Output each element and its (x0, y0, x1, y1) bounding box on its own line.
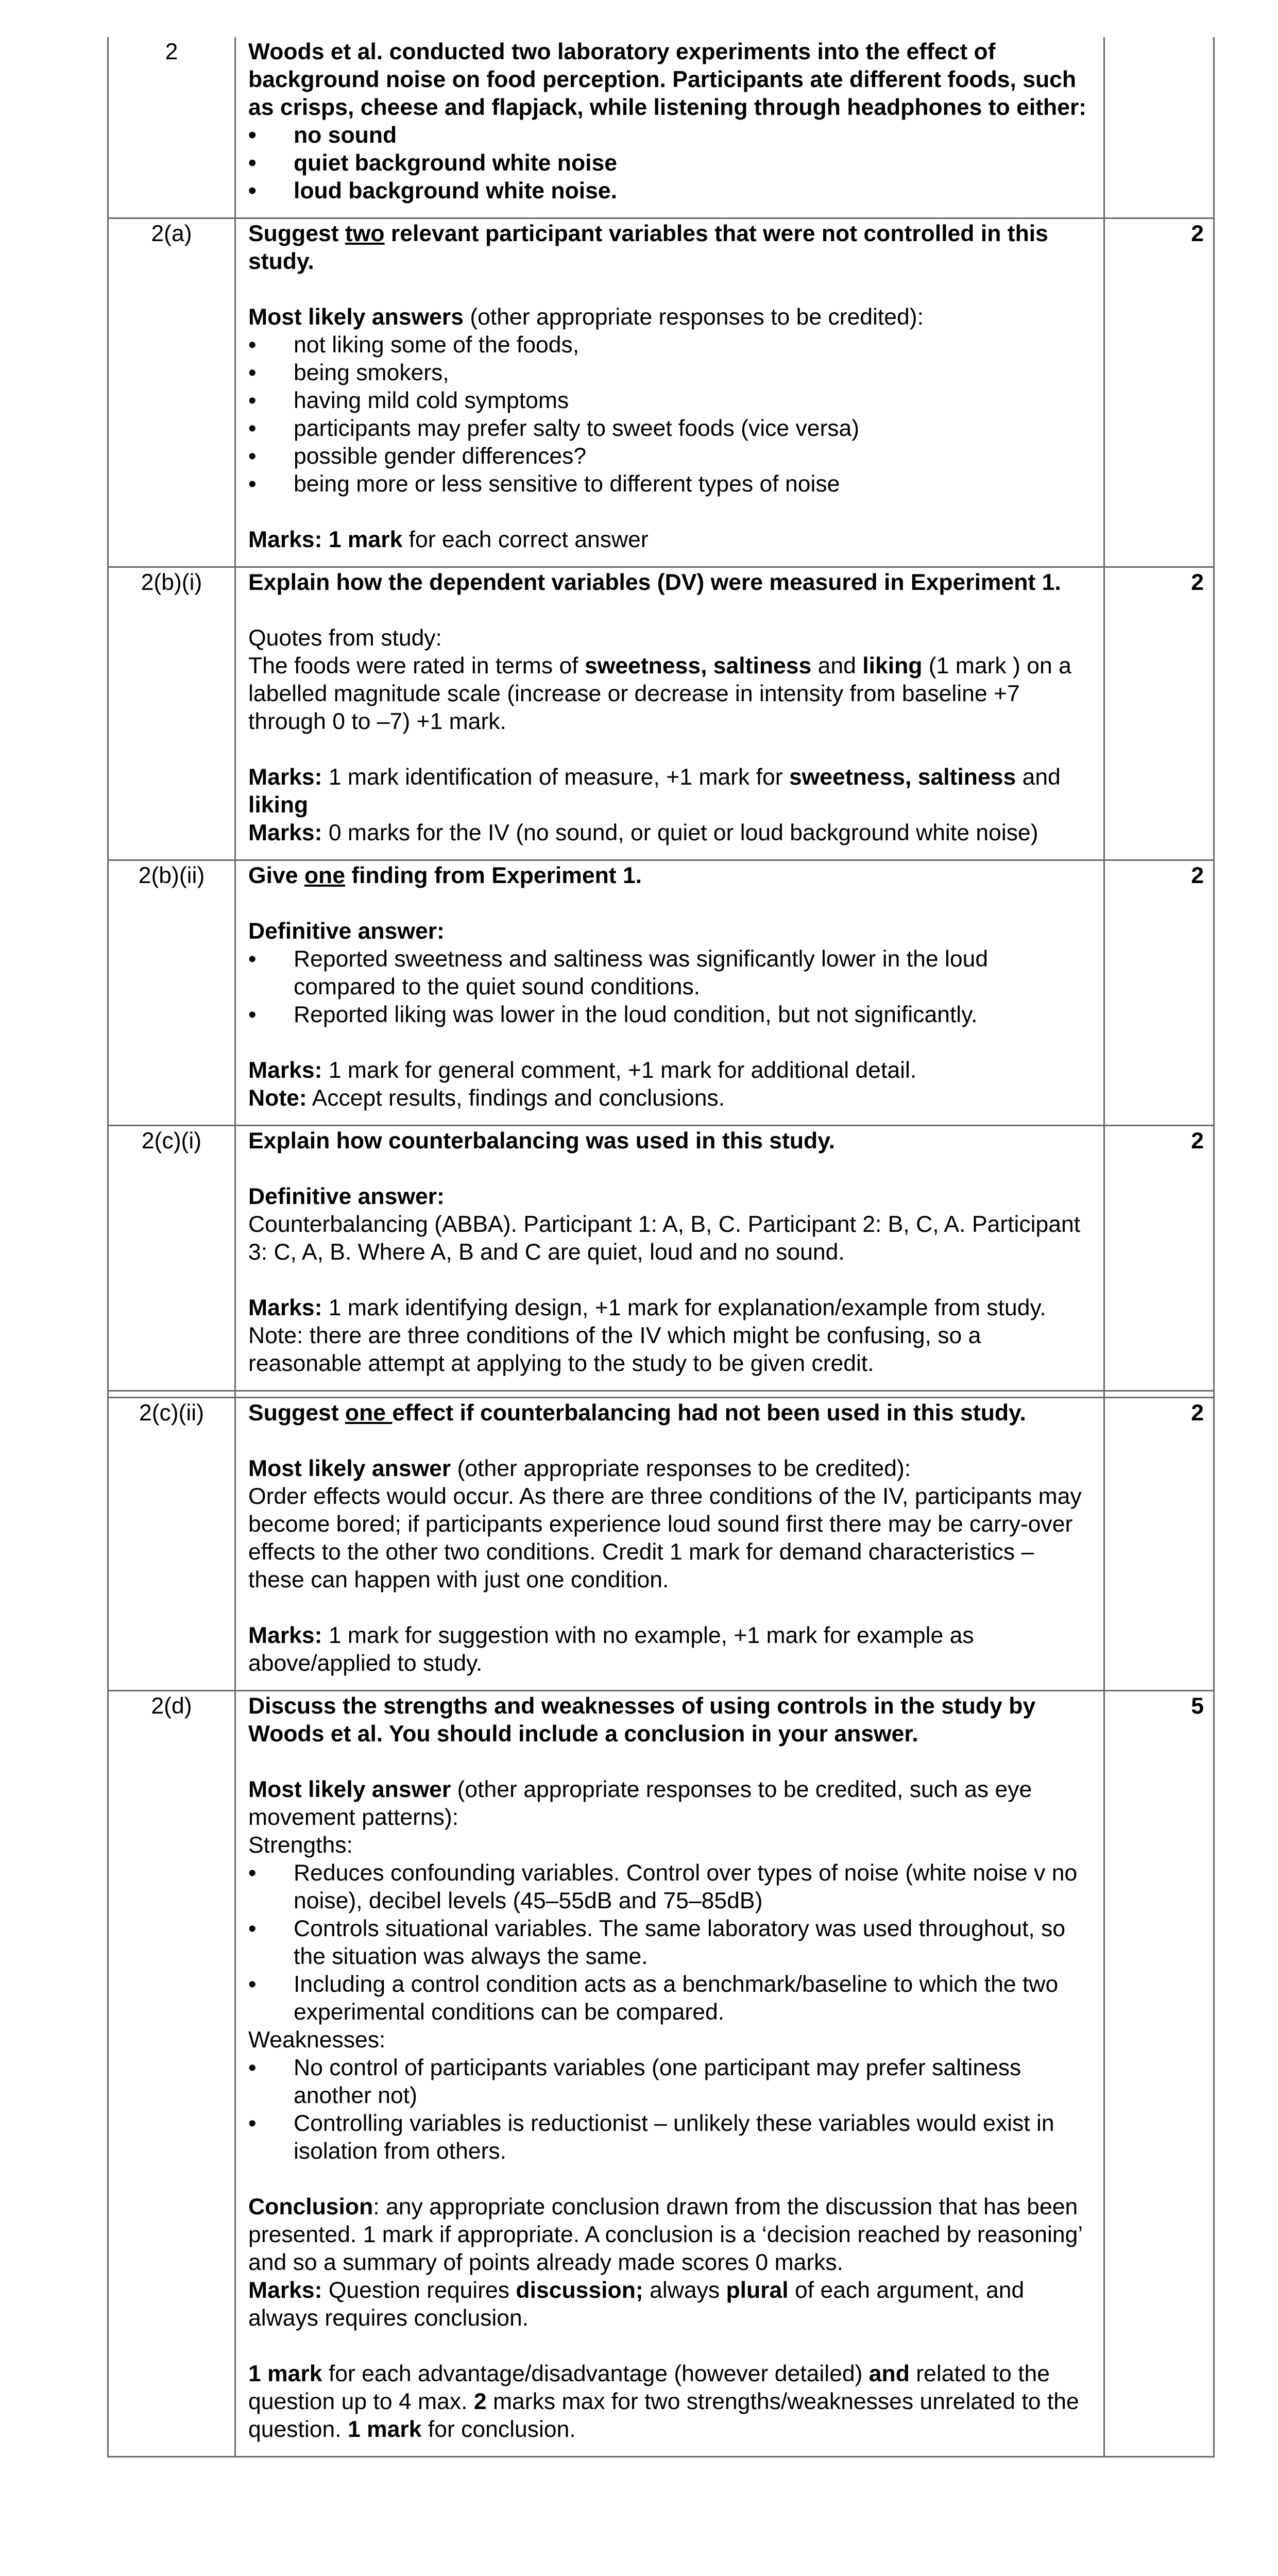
question-number: 2(d) (108, 1691, 235, 2457)
marks-guidance: Marks: 1 mark for suggestion with no example, +1 mark for example as above/applied to study. (248, 1623, 974, 1676)
question-content (235, 1126, 1104, 1391)
note-text: Note: Accept results, findings and conclusions. (248, 1086, 725, 1111)
table-row (108, 1691, 1214, 2457)
question-content (235, 37, 1104, 218)
marks-cell: 2 (1104, 1126, 1214, 1391)
marks-guidance: Marks: 1 mark identification of measure, +1 mark for sweetness, saltiness and liking (248, 765, 1061, 818)
question-content (235, 860, 1104, 1126)
marks-cell: 5 (1104, 1691, 1214, 2457)
strengths-list (248, 1859, 1091, 2026)
table-row (108, 37, 1214, 218)
quote-text: The foods were rated in terms of sweetness, saltiness and liking (1 mark ) on a labelled magnitude scale (increase or decrease in intensity from baseline +7 through 0 to –7) +1 mark. (248, 653, 1071, 734)
table-row (108, 860, 1214, 1126)
marks-guidance: Marks: Question requires discussion; always plural of each argument, and always requires conclusion. (248, 2278, 1025, 2331)
question-content (235, 567, 1104, 860)
marks-guidance: Marks: 0 marks for the IV (no sound, or quiet or loud background white noise) (248, 820, 1038, 845)
table-divider (108, 1391, 1214, 1398)
list-item: • Reported liking was lower in the loud condition, but not significantly. (248, 1002, 978, 1027)
table-row (108, 567, 1214, 860)
question-number: 2(b)(ii) (108, 860, 235, 1126)
marks-cell (1104, 37, 1214, 218)
list-item: • no sound (248, 123, 397, 148)
quotes-label: Quotes from study: (248, 625, 442, 651)
list-item: • having mild cold symptoms (248, 388, 569, 413)
list-item: • Reported sweetness and saltiness was significantly lower in the loud compared to the quiet sound conditions. (248, 946, 989, 999)
table-row (108, 1126, 1214, 1391)
marks-guidance: Marks: 1 mark identifying design, +1 mark for explanation/example from study. (248, 1295, 1046, 1320)
question-number: 2(c)(ii) (108, 1398, 235, 1691)
answer-heading: Definitive answer: (248, 919, 445, 944)
answer-heading: Most likely answer (other appropriate responses to be credited, such as eye movement patterns): (248, 1777, 1032, 1830)
marks-guidance: Marks: 1 mark for general comment, +1 mark for additional detail. (248, 1058, 917, 1083)
note-text: Note: there are three conditions of the IV which might be confusing, so a reasonable attempt at applying to the study to be given credit. (248, 1323, 981, 1376)
list-item: • possible gender differences? (248, 444, 587, 469)
question-text: Explain how the dependent variables (DV) were measured in Experiment 1. (248, 570, 1061, 595)
table-row (108, 218, 1214, 567)
answer-text: Order effects would occur. As there are three conditions of the IV, participants may become bored; if participants experience loud sound first there may be carry-over effects to the other two conditions. Credit 1 mark for demand characteristics – these can happen with just one condition. (248, 1484, 1082, 1592)
question-content (235, 218, 1104, 567)
list-item: • No control of participants variables (one participant may prefer saltiness another not) (248, 2055, 1021, 2108)
answer-list (248, 945, 1091, 1029)
answer-heading: Definitive answer: (248, 1184, 445, 1209)
table-row (108, 1398, 1214, 1691)
question-text: Woods et al. conducted two laboratory experiments into the effect of background noise on food perception. Participants ate different foods, such as crisps, cheese and flapjack, while listening through headphones to either: (248, 39, 1087, 120)
question-text: Explain how counterbalancing was used in this study. (248, 1128, 836, 1154)
list-item: • Controls situational variables. The same laboratory was used throughout, so the situation was always the same. (248, 1916, 1066, 1969)
weaknesses-label: Weaknesses: (248, 2027, 386, 2053)
answer-heading: Most likely answer (other appropriate responses to be credited): (248, 1456, 911, 1481)
question-text: Give one finding from Experiment 1. (248, 863, 642, 888)
list-item: • being smokers, (248, 360, 449, 385)
answer-list (248, 331, 1091, 498)
question-text: Suggest one effect if counterbalancing had not been used in this study. (248, 1400, 1026, 1426)
list-item: • Controlling variables is reductionist – unlikely these variables would exist in isolation from others. (248, 2111, 1054, 2164)
question-text: Discuss the strengths and weaknesses of using controls in the study by Woods et al. You should include a conclusion in your answer. (248, 1693, 1036, 1747)
list-item: • participants may prefer salty to sweet foods (vice versa) (248, 416, 860, 441)
weaknesses-list (248, 2054, 1091, 2165)
marks-cell: 2 (1104, 1398, 1214, 1691)
conclusion-text: Conclusion: any appropriate conclusion drawn from the discussion that has been presented. 1 mark if appropriate. A conclusion is a ‘decision reached by reasoning’ and so a summary of points already made scores 0 marks. (248, 2194, 1082, 2275)
list-item: • not liking some of the foods, (248, 332, 580, 358)
question-number: 2(a) (108, 218, 235, 567)
condition-list (248, 122, 1091, 205)
list-item: • loud background white noise. (248, 178, 617, 204)
question-content (235, 1398, 1104, 1691)
marks-cell: 2 (1104, 218, 1214, 567)
list-item: • quiet background white noise (248, 150, 617, 176)
list-item: • Reduces confounding variables. Control over types of noise (white noise v no noise), decibel levels (45–55dB and 75–85dB) (248, 1860, 1078, 1913)
answer-heading: Most likely answers (other appropriate responses to be credited): (248, 304, 924, 330)
marks-cell: 2 (1104, 567, 1214, 860)
list-item: • being more or less sensitive to different types of noise (248, 471, 840, 497)
mark-scheme-table (107, 37, 1215, 2458)
question-content (235, 1691, 1104, 2457)
marks-guidance: Marks: 1 mark for each correct answer (248, 527, 649, 552)
list-item: • Including a control condition acts as a benchmark/baseline to which the two experimental conditions can be compared. (248, 1972, 1059, 2025)
question-number: 2(b)(i) (108, 567, 235, 860)
strengths-label: Strengths: (248, 1833, 353, 1858)
marks-cell: 2 (1104, 860, 1214, 1126)
marks-allocation: 1 mark for each advantage/disadvantage (however detailed) and related to the question up to 4 max. 2 marks max for two strengths/weaknesses unrelated to the question. 1 mark for conclusion. (248, 2361, 1079, 2442)
question-number: 2 (108, 37, 235, 218)
answer-text: Counterbalancing (ABBA). Participant 1: A, B, C. Participant 2: B, C, A. Participant 3: C, A, B. Where A, B and C are quiet, loud and no sound. (248, 1212, 1081, 1265)
question-number: 2(c)(i) (108, 1126, 235, 1391)
question-text: Suggest two relevant participant variables that were not controlled in this study. (248, 221, 1048, 274)
